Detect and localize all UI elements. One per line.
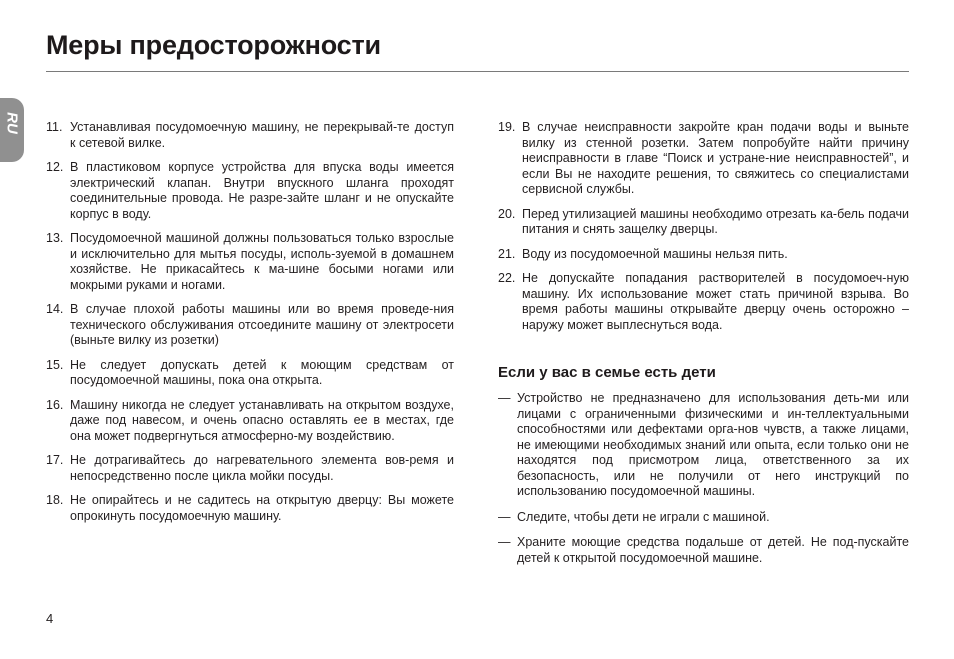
children-list-item: [498, 391, 909, 500]
item-number: 15.: [46, 357, 64, 372]
item-number: 17.: [46, 453, 64, 467]
list-item-14: [46, 302, 454, 349]
language-tab-label: RU: [3, 112, 21, 134]
item-text: Не дотрагивайтесь до нагревательного элемента вов-ремя и непосредственно после цикла мойки посуды.: [70, 453, 454, 483]
item-text: Перед утилизацией машины необходимо отрезать ка-бель подачи питания и снять защелку дверцы.: [522, 206, 909, 236]
item-text: Посудомоечной машиной должны пользоваться только взрослые и исключительно для мытья посуды, исполь-зуемой в домашнем хозяйстве. Не прикасайтесь к ма-шине босыми ногами или мокрыми руками и ногами.: [70, 231, 454, 292]
list-item-11: [46, 120, 454, 151]
item-text: Храните моющие средства подальше от детей. Не под-пускайте детей к открытой посудомоечной машине.: [517, 535, 909, 565]
item-text: Следите, чтобы дети не играли с машиной.: [517, 509, 770, 524]
page-number: 4: [46, 611, 54, 626]
item-text: Устанавливая посудомоечную машину, не перекрывай-те доступ к сетевой вилке.: [70, 120, 454, 150]
item-text: Устройство не предназначено для использования деть-ми или лицами с ограниченными физическими и ин-теллектуальными способностями или дефектами орга-нов чувств, а также лицами, не имеющими необходимых знаний или опыта, если только они не находятся под присмотром лица, ответственного за их безопасность, или не получили от него инструкций по использованию посудомоечной машины.: [517, 391, 909, 498]
title-divider: [46, 71, 909, 72]
item-text: Не опирайтесь и не садитесь на открытую дверцу: Вы можете опрокинуть посудомоечную машину.: [70, 493, 454, 523]
item-text: В пластиковом корпусе устройства для впуска воды имеется электрический клапан. Внутри впускного шланга проходят соединительные провода. Не разре-зайте шланг и не опускайте корпус в воду.: [70, 160, 454, 221]
item-number: 16.: [46, 397, 64, 412]
list-item-16: [46, 398, 454, 445]
item-text: Не следует допускать детей к моющим средствам от посудомоечной машины, пока она открыта.: [70, 357, 454, 387]
item-text: В случае неисправности закройте кран подачи воды и выньте вилку из стенной розетки. Затем попробуйте найти причину неисправности в главе “Поиск и устране-ние неисправностей”, и если Вы не находите решения, то свяжитесь со специалистами сервисной службы.: [522, 120, 909, 196]
list-item-22: [498, 271, 909, 333]
item-number: 19.: [498, 120, 516, 134]
list-item-17: [46, 453, 454, 484]
page-title: Меры предосторожности: [46, 30, 381, 60]
left-column: [46, 120, 454, 533]
list-item-12: [46, 160, 454, 222]
item-number: 20.: [498, 206, 516, 221]
dash-marker: —: [498, 509, 511, 524]
children-section-heading: Если у вас в семье есть дети: [498, 364, 716, 381]
item-number: 12.: [46, 160, 64, 174]
dash-marker: —: [498, 535, 511, 549]
children-list-item: [498, 535, 909, 566]
item-text: В случае плохой работы машины или во время проведе-ния технического обслуживания отсоедините машину от электросети (выньте вилку из розетки): [70, 302, 454, 347]
right-column: [498, 120, 909, 576]
item-number: 11.: [46, 120, 63, 134]
children-list-item: [498, 510, 909, 526]
item-number: 14.: [46, 302, 64, 316]
item-text: Машину никогда не следует устанавливать на открытом воздухе, даже под навесом, и очень опасно оставлять ее в местах, где она может подвергнуться атмосферно-му воздействию.: [70, 397, 454, 443]
item-number: 21.: [498, 246, 516, 261]
item-number: 18.: [46, 493, 64, 507]
list-item-13: [46, 231, 454, 293]
item-number: 22.: [498, 271, 516, 285]
language-tab: [0, 98, 24, 162]
list-item-15: [46, 358, 454, 389]
list-item-18: [46, 493, 454, 524]
item-number: 13.: [46, 231, 64, 245]
item-text: Не допускайте попадания растворителей в посудомоеч-ную машину. Их использование может стать причиной взрыва. Во время работы машины открывайте дверцу очень осторожно – наружу может выплеснуться вода.: [522, 271, 909, 332]
dash-marker: —: [498, 391, 511, 405]
list-item-19: [498, 120, 909, 198]
list-item-21: [498, 247, 909, 263]
list-item-20: [498, 207, 909, 238]
item-text: Воду из посудомоечной машины нельзя пить.: [522, 246, 788, 261]
